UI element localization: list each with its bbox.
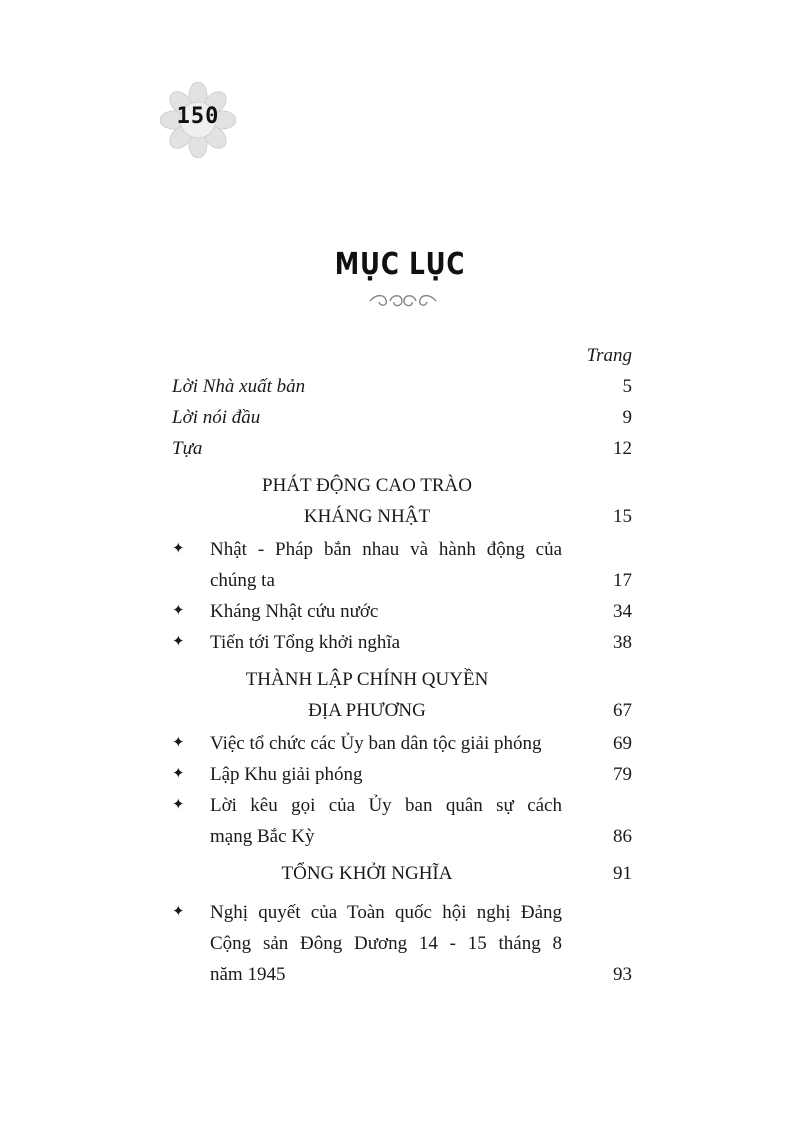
- table-of-contents: [172, 340, 632, 990]
- toc-entry-page: 86: [613, 826, 632, 847]
- toc-item-line: Nhật - Pháp bắn nhau và hành động của: [210, 539, 562, 560]
- toc-item[interactable]: [172, 534, 632, 596]
- toc-item[interactable]: [172, 728, 632, 759]
- section-title-line: TỔNG KHỞI NGHĨA: [281, 863, 453, 884]
- toc-entry-page: 38: [613, 632, 632, 653]
- toc-item[interactable]: [172, 790, 632, 852]
- star-bullet-icon: ✦: [172, 797, 185, 813]
- toc-item-line: Việc tổ chức các Ủy ban dân tộc giải phóng: [210, 733, 542, 754]
- toc-entry-page: 12: [613, 438, 632, 459]
- section-title-line: THÀNH LẬP CHÍNH QUYỀN: [245, 669, 489, 690]
- toc-entry[interactable]: [172, 402, 632, 433]
- toc-section-heading[interactable]: [172, 858, 632, 889]
- star-bullet-icon: ✦: [172, 541, 185, 557]
- toc-item-line: mạng Bắc Kỳ: [210, 826, 315, 847]
- toc-item-line: năm 1945: [210, 964, 286, 985]
- toc-item-line: Lập Khu giải phóng: [210, 764, 363, 785]
- toc-item[interactable]: [172, 897, 632, 990]
- divider-ornament-icon: [272, 290, 534, 312]
- page-title: MỤC LỤC: [334, 247, 466, 282]
- star-bullet-icon: ✦: [172, 603, 185, 619]
- toc-entry-page: 17: [613, 570, 632, 591]
- toc-item-line: Tiến tới Tổng khởi nghĩa: [210, 632, 401, 653]
- toc-entry[interactable]: [172, 371, 632, 402]
- toc-section-heading[interactable]: [172, 470, 632, 532]
- star-bullet-icon: ✦: [172, 904, 185, 920]
- toc-item[interactable]: [172, 759, 632, 790]
- toc-entry-page: 9: [622, 407, 632, 428]
- section-title-line: KHÁNG NHẬT: [303, 506, 431, 527]
- toc-entry-page: 15: [613, 506, 632, 527]
- toc-column-header: Trang: [586, 345, 632, 366]
- toc-item-line: chúng ta: [210, 570, 275, 591]
- toc-entry-page: 67: [613, 700, 632, 721]
- toc-entry-label: Tựa: [172, 438, 203, 459]
- toc-item-line: Lời kêu gọi của Ủy ban quân sự cách: [210, 795, 562, 816]
- page-number: 150: [176, 104, 220, 129]
- star-bullet-icon: ✦: [172, 766, 185, 782]
- toc-item[interactable]: [172, 596, 632, 627]
- toc-entry-label: Lời Nhà xuất bản: [172, 376, 306, 397]
- toc-item-line: Kháng Nhật cứu nước: [210, 601, 379, 622]
- toc-entry-page: 34: [613, 601, 632, 622]
- toc-item-line: Nghị quyết của Toàn quốc hội nghị Đảng: [210, 902, 562, 923]
- toc-entry-page: 93: [613, 964, 632, 985]
- section-title-line: PHÁT ĐỘNG CAO TRÀO: [262, 475, 472, 496]
- toc-section-heading[interactable]: [172, 664, 632, 726]
- toc-entry-page: 91: [613, 863, 632, 884]
- toc-item[interactable]: [172, 627, 632, 658]
- toc-entry-page: 69: [613, 733, 632, 754]
- star-bullet-icon: ✦: [172, 735, 185, 751]
- toc-entry[interactable]: [172, 433, 632, 464]
- toc-entry-page: 79: [613, 764, 632, 785]
- page-number-badge: [160, 82, 236, 158]
- toc-entry-label: Lời nói đầu: [172, 407, 261, 428]
- star-bullet-icon: ✦: [172, 634, 185, 650]
- toc-entry-page: 5: [622, 376, 632, 397]
- section-title-line: ĐỊA PHƯƠNG: [308, 700, 426, 721]
- toc-item-line: Cộng sản Đông Dương 14 - 15 tháng 8: [210, 933, 562, 954]
